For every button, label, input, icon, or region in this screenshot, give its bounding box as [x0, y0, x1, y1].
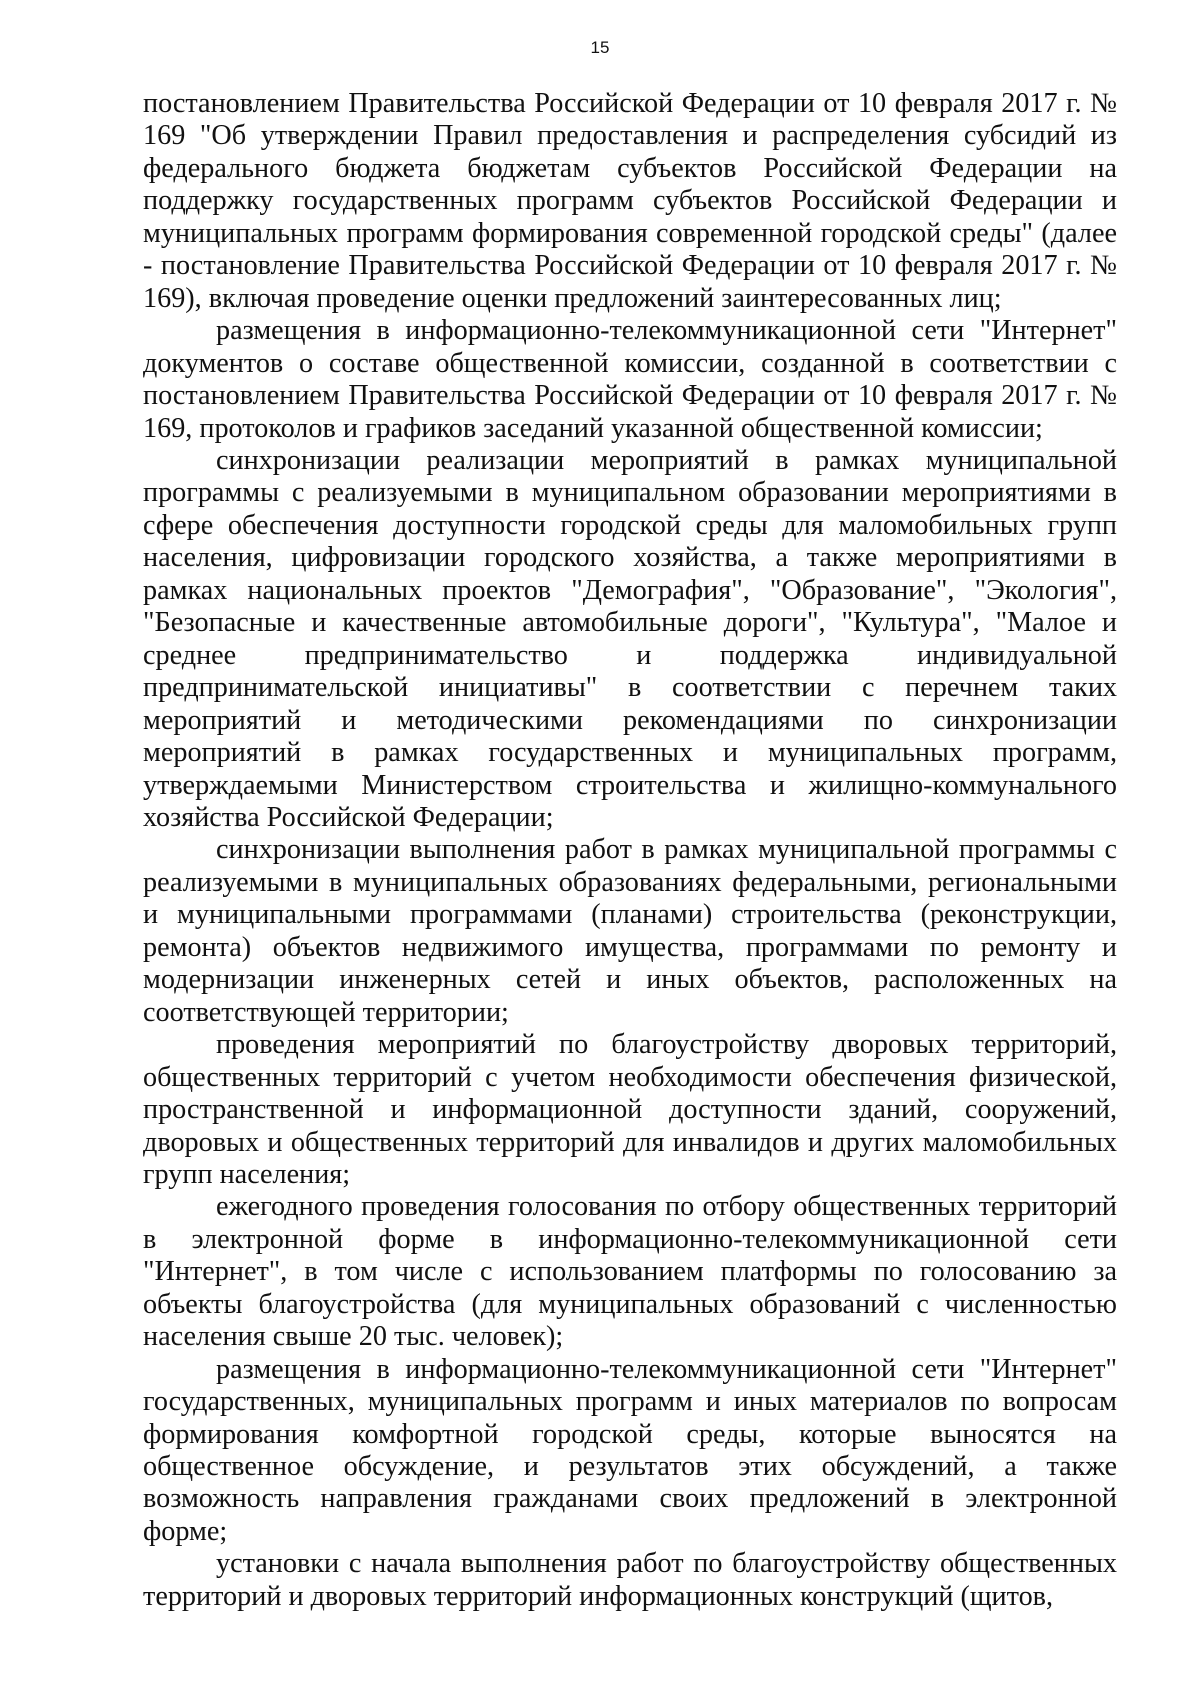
document-body — [143, 88, 1117, 1613]
paragraph: ежегодного проведения голосования по отбору общественных территорий в электронной форме в информационно-телекоммуникационной сети "Интернет", в том числе с использованием платформы по голосованию за объекты благоустройства (для муниципальных образований с численностью населения свыше 20 тыс. человек); — [143, 1191, 1117, 1353]
paragraph: размещения в информационно-телекоммуникационной сети "Интернет" документов о составе общественной комиссии, созданной в соответствии с постановлением Правительства Российской Федерации от 10 февраля 2017 г. № 169, протоколов и графиков заседаний указанной общественной комиссии; — [143, 315, 1117, 444]
paragraph: постановлением Правительства Российской Федерации от 10 февраля 2017 г. № 169 "Об утверждении Правил предоставления и распределения субсидий из федерального бюджета бюджетам субъектов Российской Федерации на поддержку государственных программ субъектов Российской Федерации и муниципальных программ формирования современной городской среды" (далее - постановление Правительства Российской Федерации от 10 февраля 2017 г. № 169), включая проведение оценки предложений заинтересованных лиц; — [143, 88, 1117, 314]
paragraph: синхронизации выполнения работ в рамках муниципальной программы с реализуемыми в муниципальных образованиях федеральными, региональными и муниципальными программами (планами) строительства (реконструкции, ремонта) объектов недвижимого имущества, программами по ремонту и модернизации инженерных сетей и иных объектов, расположенных на соответствующей территории; — [143, 834, 1117, 1028]
paragraph: проведения мероприятий по благоустройству дворовых территорий, общественных территорий с учетом необходимости обеспечения физической, пространственной и информационной доступности зданий, сооружений, дворовых и общественных территорий для инвалидов и других маломобильных групп населения; — [143, 1029, 1117, 1190]
page-number: 15 — [590, 38, 610, 57]
paragraph: синхронизации реализации мероприятий в рамках муниципальной программы с реализуемыми в муниципальном образовании мероприятиями в сфере обеспечения доступности городской среды для маломобильных групп населения, цифровизации городского хозяйства, а также мероприятиями в рамках национальных проектов "Демография", "Образование", "Экология", "Безопасные и качественные автомобильные дороги", "Культура", "Малое и среднее предпринимательство и поддержка индивидуальной предпринимательской инициативы" в соответствии с перечнем таких мероприятий и методическими рекомендациями по синхронизации мероприятий в рамках государственных и муниципальных программ, утверждаемыми Министерством строительства и жилищно-коммунального хозяйства Российской Федерации; — [143, 444, 1117, 833]
paragraph-last: установки с начала выполнения работ по благоустройству общественных территорий и дворовых территорий информационных конструкций (щитов, — [143, 1548, 1117, 1612]
paragraph: размещения в информационно-телекоммуникационной сети "Интернет" государственных, муниципальных программ и иных материалов по вопросам формирования комфортной городской среды, которые выносятся на общественное обсуждение, и результатов этих обсуждений, а также возможность направления гражданами своих предложений в электронной форме; — [143, 1353, 1117, 1547]
